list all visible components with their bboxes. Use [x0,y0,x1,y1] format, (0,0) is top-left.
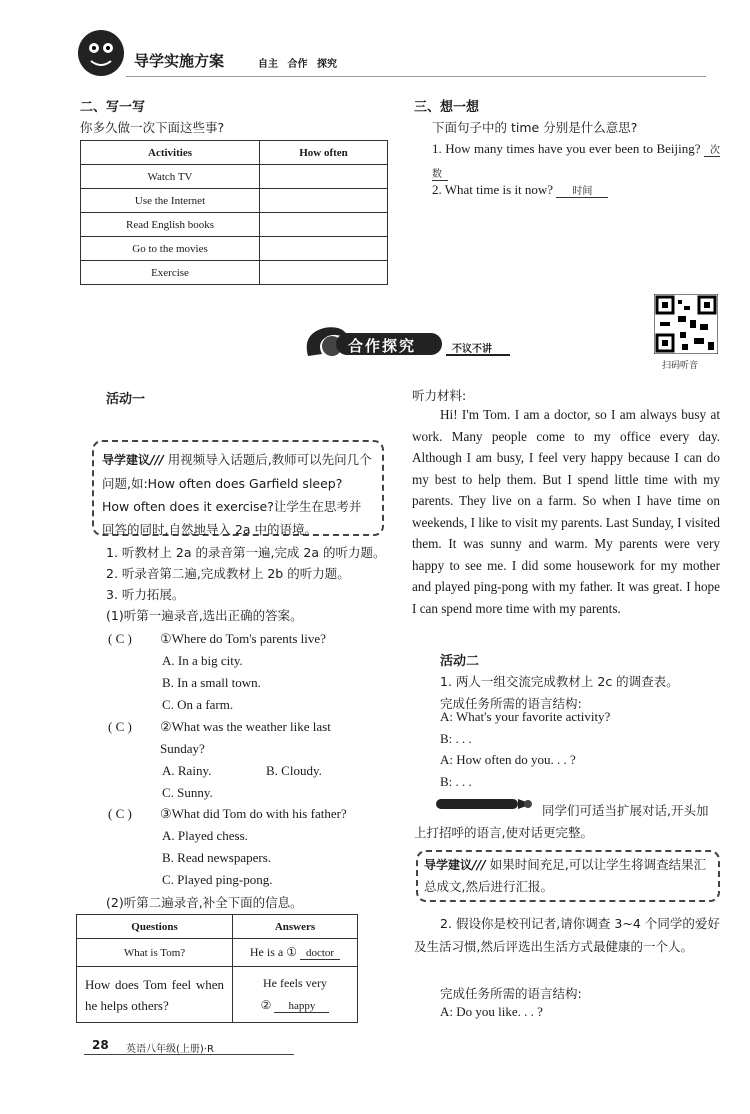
listening-paragraph: Hi! I'm Tom. I am a doctor, so I am always busy at work. Many people come to my office every day. Although I am busy, I feel very happy because I can do my best to help them. But I spend little time with my parents. They live on a farm. So when I have time on weekends, I like to visit my parents. Last Sunday, I visited them. It was sunny and warm. My parents were very happy to see me. I did some housework for my mother and played ping-pong with my father. It was great. I hope I can spend more time with my parents. [412,407,720,616]
question-mark: ( C ) [108,631,132,646]
section-banner [300,320,520,364]
header-title: 导学实施方案 [134,52,225,70]
banner-sub: 不议不讲 [452,344,492,355]
qr-code [654,294,718,354]
table-cell [260,213,388,237]
table-cell: Go to the movies [81,237,260,261]
table-cell [233,967,358,1023]
step-item: 3. 听力拓展。 [106,587,185,602]
table-header: How often [260,141,388,165]
q2-answer: 时间 [556,186,608,198]
table-header: Questions [77,915,233,939]
table-cell: Read English books [81,213,260,237]
tip-text: 如果时间充足,可以让学生将调查结果汇总成文,然后进行汇报。 [424,857,707,894]
activity1-steps [106,542,386,626]
table-header: Activities [81,141,260,165]
tip-text: 用视频导入话题后,教师可以先问几个问题,如:How often does Garfield sleep? How often does it exercise?让学生在思考并回答的同时,自然地导入 2a 中的语境。 [102,452,372,537]
answer-prefix: He is a ① [249,945,297,959]
activities-table [80,140,388,285]
question-text: ③What did Tom do with his father? [160,806,347,821]
section3-q1 [432,138,720,186]
answer-number: ② [260,998,272,1012]
step-item: (1)听第一遍录音,选出正确的答案。 [106,608,303,623]
answer-happy: happy [274,1000,329,1013]
tip-label: 导学建议 [424,858,473,872]
table-cell: Watch TV [81,165,260,189]
dialog-line: A: What's your favorite activity? [440,709,611,724]
step-item: 2. 听录音第二遍,完成教材上 2b 的听力题。 [106,566,350,581]
question-3 [108,803,374,891]
footer-page-number: 28 [92,1038,109,1052]
option: C. Sunny. [162,785,213,800]
dialog-line: B: . . . [440,773,472,789]
header-rule [126,76,706,77]
footer-book: 英语八年级(上册)·R [126,1044,214,1055]
section3-title: 三、想一想 [414,100,480,115]
activity2-step1: 1. 两人一组交流完成教材上 2c 的调查表。 [440,674,679,689]
activity2-tip: 导学建议/// 如果时间充足,可以让学生将调查结果汇总成文,然后进行汇报。 [424,857,707,894]
option: C. On a farm. [162,697,234,712]
tip-label: 导学建议 [102,453,151,467]
question-text: ①Where do Tom's parents live? [160,631,326,646]
footer-rule [84,1054,294,1055]
activity1-step2: (2)听第二遍录音,补全下面的信息。 [106,895,303,910]
question-1 [108,628,374,716]
banner-underline [446,354,510,356]
question-mark: ( C ) [108,719,132,734]
option: B. In a small town. [162,675,261,690]
table-cell [233,939,358,967]
listening-title: 听力材料: [412,388,467,403]
activity2-step2: 2. 假设你是校刊记者,请你调查 3~4 个同学的爱好及生活习惯,然后评选出生活方式最健康的一个人。 [414,916,720,954]
answer-doctor: doctor [300,947,340,960]
table-cell [260,237,388,261]
table-cell: How does Tom feel when he helps others? [77,967,233,1023]
table-cell [260,261,388,285]
listening-text [412,404,720,619]
activity2-struct: 完成任务所需的语言结构: [440,696,582,711]
question-text: ②What was the weather like last Sunday? [160,719,331,756]
section3-q2 [432,182,608,198]
info-table [76,914,358,1023]
banner-title: 合作探究 [348,337,417,355]
section3-prompt: 下面句子中的 time 分别是什么意思? [432,120,638,135]
table-header: Answers [233,915,358,939]
activity1-tip: 导学建议/// 用视频导入话题后,教师可以先问几个问题,如:How often does Garfield sleep? How often does it exercise?让学生在思考并回答的同时,自然地导入 2a 中的语境。 [102,452,372,537]
option: B. Cloudy. [266,763,322,778]
dialog-line: A: How often do you. . . ? [440,752,576,767]
answer-prefix: He feels very [263,976,327,990]
step-item: 1. 听教材上 2a 的录音第一遍,完成 2a 的听力题。 [106,545,386,560]
section2-title: 二、写一写 [80,100,146,115]
mascot-icon [76,28,126,78]
table-cell [260,165,388,189]
option: A. Rainy. [162,763,212,778]
activity2-struct2: 完成任务所需的语言结构: [440,986,582,1001]
header-logo [76,28,126,78]
option: A. In a big city. [162,653,243,668]
activity2-extend: 同学们可适当扩展对话,开头加上打招呼的语言,使对话更完整。 [414,803,709,840]
question-2 [108,716,374,804]
option: C. Played ping-pong. [162,872,273,887]
option: B. Read newspapers. [162,850,272,865]
activity2-dialog [440,706,610,792]
table-cell: Use the Internet [81,189,260,213]
q1-answer: 次数 [432,145,720,180]
question-mark: ( C ) [108,806,132,821]
q1-text: 1. How many times have you ever been to Beijing? [432,141,701,156]
activity2-last-line: A: Do you like. . . ? [440,1004,543,1019]
table-cell: What is Tom? [77,939,233,967]
activity1-title: 活动一 [106,392,146,407]
dialog-line: B: . . . [440,730,472,746]
table-cell: Exercise [81,261,260,285]
option: A. Played chess. [162,828,248,843]
qr-caption: 扫码听音 [662,361,699,371]
table-cell [260,189,388,213]
header-subtitle: 自主 合作 探究 [258,59,337,70]
qr-code-icon [654,294,718,354]
q2-text: 2. What time is it now? [432,182,554,197]
section2-prompt: 你多久做一次下面这些事? [80,120,225,135]
activity2-title: 活动二 [440,654,480,669]
